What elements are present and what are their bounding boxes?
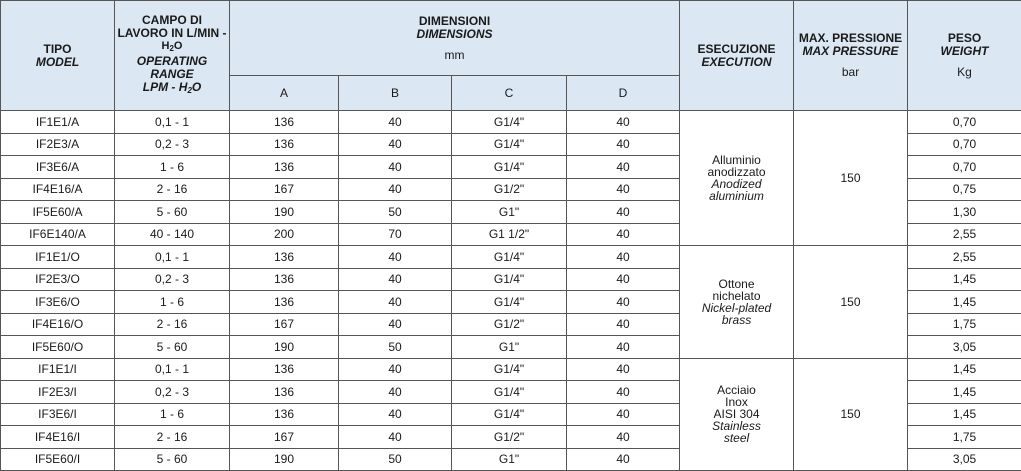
execution-cell: Acciaio Inox AISI 304 Stainless steel: [680, 358, 794, 471]
dim-c-cell: G1/4": [452, 291, 567, 314]
range-cell: 0,1 - 1: [115, 246, 230, 269]
dim-c-cell: G1/4": [452, 156, 567, 179]
weight-cell: 1,30: [908, 201, 1021, 224]
model-cell: IF1E1/I: [1, 358, 115, 381]
weight-cell: 1,45: [908, 268, 1021, 291]
dim-c-cell: G1": [452, 201, 567, 224]
model-cell: IF6E140/A: [1, 223, 115, 246]
weight-cell: 3,05: [908, 336, 1021, 359]
pressure-cell: 150: [794, 246, 908, 359]
dim-d-cell: 40: [567, 223, 680, 246]
dim-c-cell: G1/4": [452, 403, 567, 426]
dim-d-cell: 40: [567, 358, 680, 381]
weight-cell: 0,70: [908, 111, 1021, 134]
weight-cell: 0,70: [908, 156, 1021, 179]
model-cell: IF2E3/I: [1, 381, 115, 404]
col-header-weight: PESO WEIGHT Kg: [908, 1, 1021, 111]
model-cell: IF5E60/I: [1, 448, 115, 471]
weight-cell: 2,55: [908, 246, 1021, 269]
dim-a-cell: 190: [230, 448, 339, 471]
col-header-max-pressure: MAX. PRESSIONE MAX PRESSURE bar: [794, 1, 908, 111]
model-cell: IF4E16/O: [1, 313, 115, 336]
dimensions-unit: mm: [444, 47, 465, 62]
execution-cell: Alluminio anodizzato Anodized aluminium: [680, 111, 794, 246]
dim-a-cell: 136: [230, 111, 339, 134]
weight-unit: Kg: [957, 65, 972, 79]
dim-a-cell: 167: [230, 178, 339, 201]
dim-a-cell: 200: [230, 223, 339, 246]
model-cell: IF5E60/A: [1, 201, 115, 224]
dim-c-cell: G1/4": [452, 111, 567, 134]
dim-d-cell: 40: [567, 178, 680, 201]
col-header-c: C: [452, 76, 567, 111]
dim-a-cell: 190: [230, 336, 339, 359]
col-header-operating-range: CAMPO DI LAVORO IN L/MIN - $H_2O$ OPERATING RANGE LPM - $H_2O$: [115, 1, 230, 111]
dim-b-cell: 40: [339, 426, 452, 449]
dim-d-cell: 40: [567, 336, 680, 359]
range-cell: 5 - 60: [115, 448, 230, 471]
dim-b-cell: 40: [339, 111, 452, 134]
range-cell: 2 - 16: [115, 313, 230, 336]
weight-cell: 0,75: [908, 178, 1021, 201]
dim-d-cell: 40: [567, 381, 680, 404]
dim-d-cell: 40: [567, 313, 680, 336]
table-row: [1, 111, 1021, 134]
table-header: [1, 1, 1021, 111]
weight-cell: 0,70: [908, 133, 1021, 156]
dim-a-cell: 136: [230, 381, 339, 404]
dim-a-cell: 136: [230, 403, 339, 426]
dim-a-cell: 167: [230, 313, 339, 336]
pressure-cell: 150: [794, 111, 908, 246]
range-cell: 1 - 6: [115, 156, 230, 179]
dim-d-cell: 40: [567, 291, 680, 314]
dim-c-cell: G1/4": [452, 246, 567, 269]
dim-a-cell: 136: [230, 156, 339, 179]
weight-cell: 1,45: [908, 381, 1021, 404]
dim-b-cell: 40: [339, 403, 452, 426]
dim-a-cell: 136: [230, 358, 339, 381]
dim-c-cell: G1/2": [452, 178, 567, 201]
dim-c-cell: G1/4": [452, 268, 567, 291]
model-cell: IF4E16/A: [1, 178, 115, 201]
weight-cell: 1,45: [908, 291, 1021, 314]
model-cell: IF2E3/A: [1, 133, 115, 156]
range-cell: 5 - 60: [115, 201, 230, 224]
dim-c-cell: G1/2": [452, 313, 567, 336]
range-cell: 5 - 60: [115, 336, 230, 359]
dim-b-cell: 50: [339, 336, 452, 359]
table-body: [1, 111, 1021, 471]
table-row: [1, 246, 1021, 269]
dim-d-cell: 40: [567, 448, 680, 471]
dim-b-cell: 40: [339, 178, 452, 201]
model-cell: IF3E6/I: [1, 403, 115, 426]
dim-c-cell: G1/4": [452, 133, 567, 156]
dim-d-cell: 40: [567, 426, 680, 449]
weight-cell: 1,45: [908, 358, 1021, 381]
dim-a-cell: 136: [230, 246, 339, 269]
weight-cell: 1,75: [908, 313, 1021, 336]
model-cell: IF5E60/O: [1, 336, 115, 359]
range-cell: 0,2 - 3: [115, 381, 230, 404]
dim-b-cell: 50: [339, 448, 452, 471]
weight-cell: 1,45: [908, 403, 1021, 426]
col-header-dimensions: DIMENSIONI DIMENSIONS mm: [230, 1, 680, 76]
col-header-model: TIPO MODEL: [1, 1, 115, 111]
execution-cell: Ottone nichelato Nickel-plated brass: [680, 246, 794, 359]
table-row: [1, 358, 1021, 381]
model-cell: IF3E6/A: [1, 156, 115, 179]
range-cell: 0,1 - 1: [115, 111, 230, 134]
range-cell: 1 - 6: [115, 291, 230, 314]
dim-a-cell: 136: [230, 291, 339, 314]
dim-d-cell: 40: [567, 111, 680, 134]
dim-b-cell: 40: [339, 381, 452, 404]
dim-b-cell: 70: [339, 223, 452, 246]
dim-c-cell: G1": [452, 336, 567, 359]
dim-d-cell: 40: [567, 268, 680, 291]
dim-c-cell: G1/4": [452, 381, 567, 404]
dim-d-cell: 40: [567, 201, 680, 224]
dim-b-cell: 40: [339, 156, 452, 179]
col-header-b: B: [339, 76, 452, 111]
model-cell: IF2E3/O: [1, 268, 115, 291]
range-cell: 0,2 - 3: [115, 268, 230, 291]
weight-cell: 3,05: [908, 448, 1021, 471]
model-cell: IF1E1/O: [1, 246, 115, 269]
dim-c-cell: G1": [452, 448, 567, 471]
dim-d-cell: 40: [567, 246, 680, 269]
dim-c-cell: G1/4": [452, 358, 567, 381]
range-cell: 1 - 6: [115, 403, 230, 426]
dim-b-cell: 40: [339, 133, 452, 156]
dim-d-cell: 40: [567, 403, 680, 426]
dim-b-cell: 40: [339, 358, 452, 381]
range-cell: 0,2 - 3: [115, 133, 230, 156]
dim-b-cell: 40: [339, 291, 452, 314]
model-cell: IF1E1/A: [1, 111, 115, 134]
dim-d-cell: 40: [567, 156, 680, 179]
range-cell: 40 - 140: [115, 223, 230, 246]
dim-d-cell: 40: [567, 133, 680, 156]
col-header-d: D: [567, 76, 680, 111]
dim-a-cell: 167: [230, 426, 339, 449]
weight-cell: 2,55: [908, 223, 1021, 246]
range-cell: 0,1 - 1: [115, 358, 230, 381]
model-cell: IF3E6/O: [1, 291, 115, 314]
model-cell: IF4E16/I: [1, 426, 115, 449]
dim-c-cell: G1 1/2": [452, 223, 567, 246]
dim-b-cell: 40: [339, 246, 452, 269]
h2o-label: $H_2O$: [161, 40, 183, 53]
dim-a-cell: 136: [230, 133, 339, 156]
pressure-unit: bar: [841, 65, 860, 79]
dim-b-cell: 40: [339, 313, 452, 336]
weight-cell: 1,75: [908, 426, 1021, 449]
dim-b-cell: 40: [339, 268, 452, 291]
dim-a-cell: 190: [230, 201, 339, 224]
range-cell: 2 - 16: [115, 178, 230, 201]
dim-a-cell: 136: [230, 268, 339, 291]
range-cell: 2 - 16: [115, 426, 230, 449]
dim-b-cell: 50: [339, 201, 452, 224]
col-header-execution: ESECUZIONE EXECUTION: [680, 1, 794, 111]
pressure-cell: 150: [794, 358, 908, 471]
dim-c-cell: G1/2": [452, 426, 567, 449]
col-header-a: A: [230, 76, 339, 111]
